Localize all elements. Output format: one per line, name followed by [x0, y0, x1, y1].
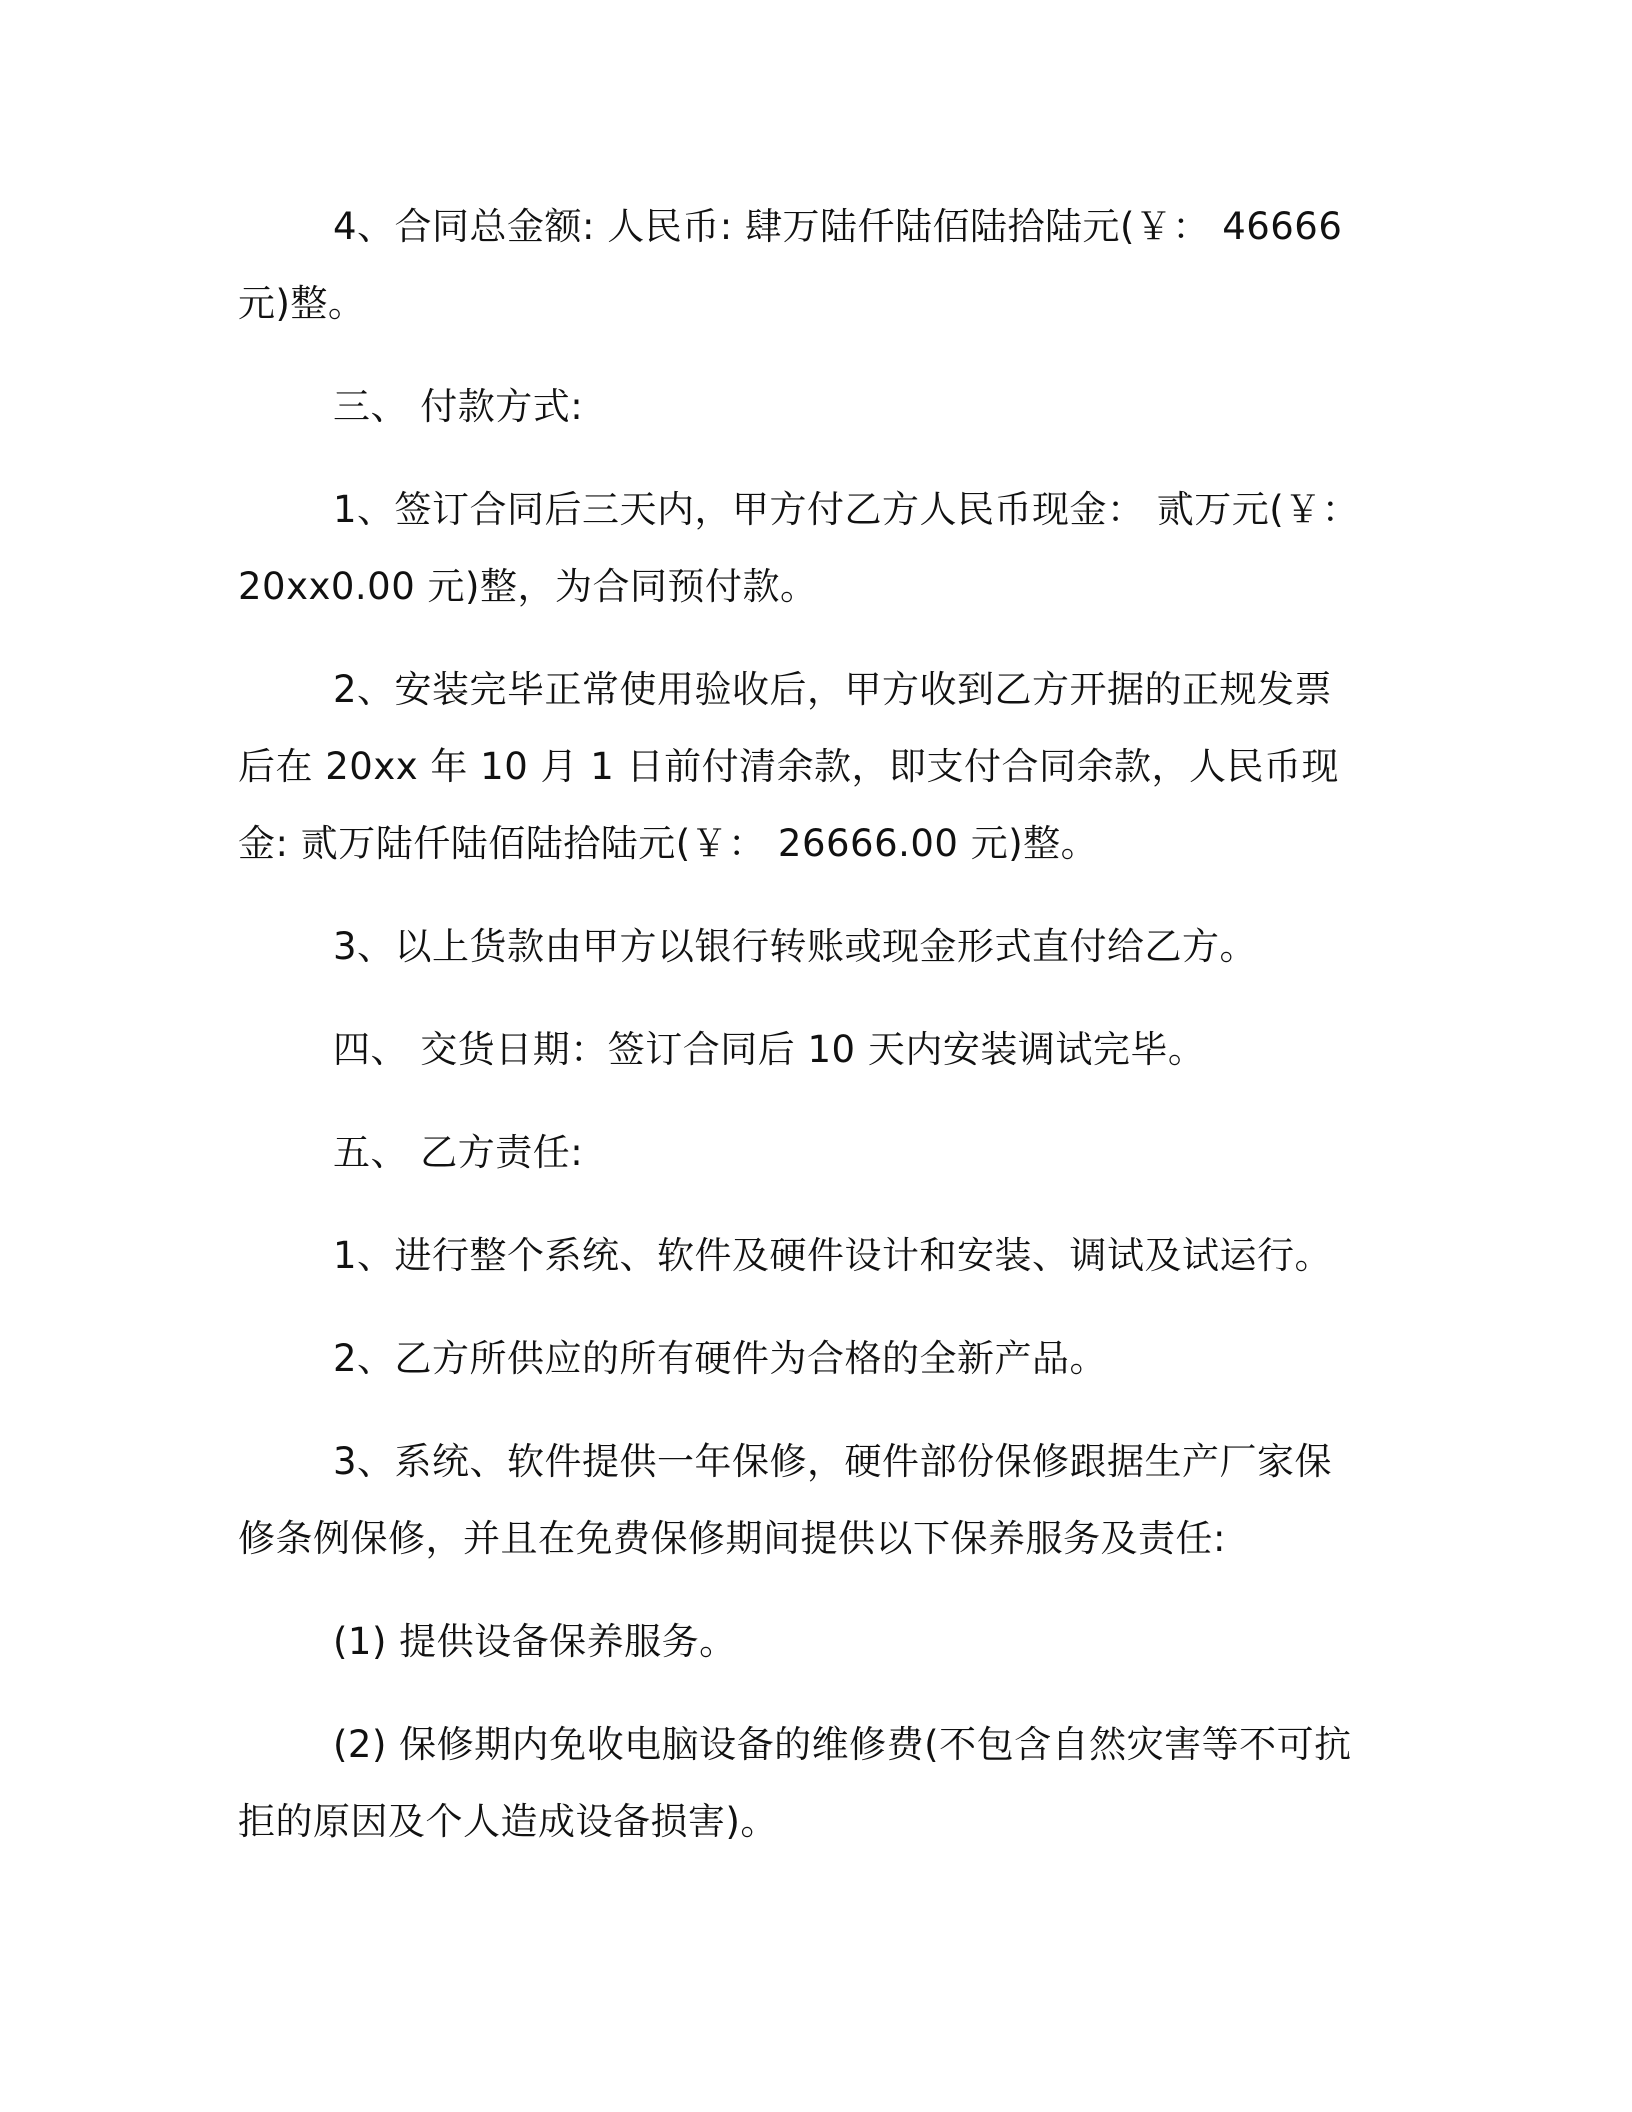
paragraph-spacer	[238, 342, 1368, 368]
heading-party-b-responsibility: 五、 乙方责任:	[333, 1131, 584, 1174]
paragraph-system-design: 1、进行整个系统、软件及硬件设计和安装、调试及试运行。	[333, 1234, 1333, 1277]
paragraph-new-hardware: 2、乙方所供应的所有硬件为合格的全新产品。	[333, 1337, 1108, 1380]
paragraph-spacer	[238, 1191, 1368, 1217]
paragraph-repair-fee-exemption: (2) 保修期内免收电脑设备的维修费(不包含自然灾害等不可抗拒的原因及个人造成设备损害)。	[238, 1723, 1352, 1843]
paragraph-spacer	[238, 882, 1368, 908]
paragraph-spacer	[238, 1397, 1368, 1423]
heading-payment-method: 三、 付款方式:	[333, 385, 584, 428]
document-body	[238, 188, 1368, 1860]
paragraph-total-amount: 4、合同总金额: 人民币: 肆万陆仟陆佰陆拾陆元(￥： 46666 元)整。	[238, 205, 1343, 325]
paragraph-spacer	[238, 1680, 1368, 1706]
paragraph-maintenance-service: (1) 提供设备保养服务。	[333, 1620, 737, 1663]
paragraph-spacer	[238, 985, 1368, 1011]
paragraph-prepayment: 1、签订合同后三天内，甲方付乙方人民币现金： 贰万元(￥： 20xx0.00 元)整，为合同预付款。	[238, 488, 1360, 608]
paragraph-spacer	[238, 1294, 1368, 1320]
paragraph-warranty: 3、系统、软件提供一年保修，硬件部份保修跟据生产厂家保修条例保修，并且在免费保修期间提供以下保养服务及责任:	[238, 1440, 1333, 1560]
paragraph-payment-form: 3、以上货款由甲方以银行转账或现金形式直付给乙方。	[333, 925, 1258, 968]
paragraph-spacer	[238, 1577, 1368, 1603]
paragraph-spacer	[238, 625, 1368, 651]
paragraph-spacer	[238, 1088, 1368, 1114]
paragraph-spacer	[238, 445, 1368, 471]
heading-delivery-date: 四、 交货日期：签订合同后 10 天内安装调试完毕。	[333, 1028, 1206, 1071]
paragraph-final-payment: 2、安装完毕正常使用验收后，甲方收到乙方开据的正规发票后在 20xx 年 10 月 1 日前付清余款，即支付合同余款，人民币现金: 贰万陆仟陆佰陆拾陆元(￥： 26666.00 元)整。	[238, 668, 1340, 865]
